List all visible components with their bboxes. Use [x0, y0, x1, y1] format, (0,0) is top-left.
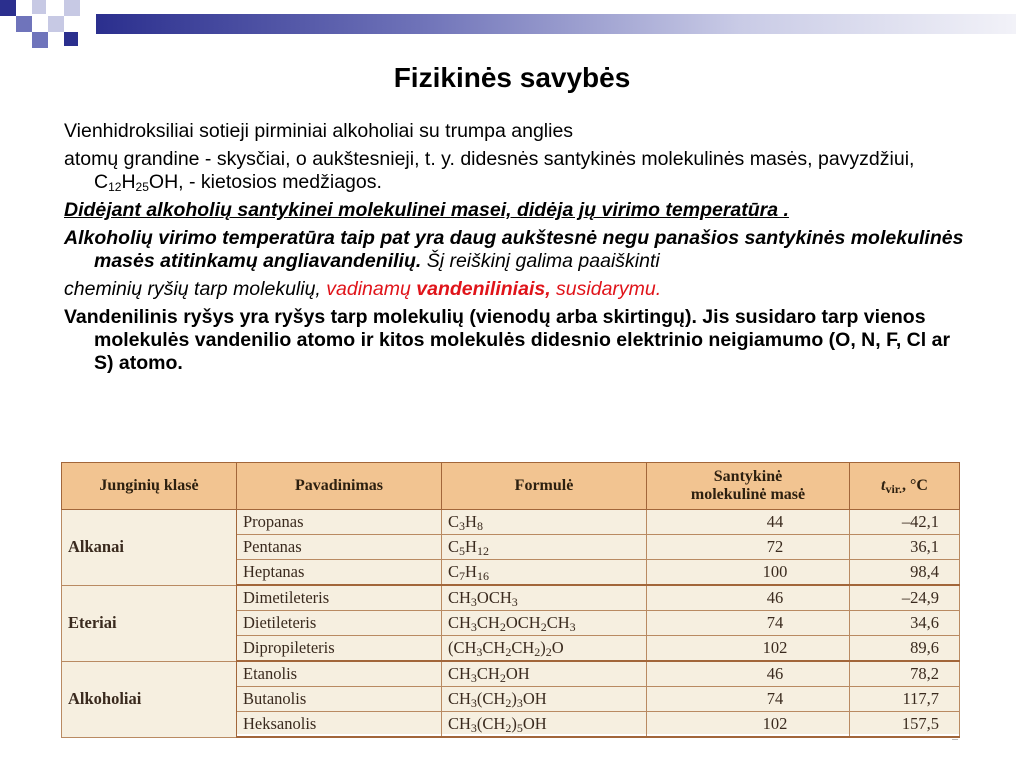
table-header-row — [62, 463, 960, 510]
formula-subscript: 16 — [476, 569, 489, 583]
formula-cell — [442, 510, 647, 535]
mass-cell: 74 — [647, 611, 850, 636]
formula-subscript: 2 — [499, 620, 506, 634]
paragraph-2-text-b: H — [121, 171, 136, 193]
decor-square-2 — [16, 16, 32, 32]
formula-cell — [442, 560, 647, 586]
mass-cell: 102 — [647, 636, 850, 662]
decor-square-7 — [64, 32, 78, 46]
formula-part: OH — [522, 689, 547, 708]
header-class: Junginių klasė — [62, 463, 237, 510]
boiling-temp-cell: –24,9 — [850, 585, 960, 611]
formula-subscript: 3 — [459, 519, 466, 533]
formula-part: H — [465, 562, 477, 581]
name-cell: Propanas — [237, 510, 442, 535]
formula-part: ) — [540, 638, 546, 657]
formula-part: CH — [448, 588, 471, 607]
formula-cell — [442, 535, 647, 560]
header-name: Pavadinimas — [237, 463, 442, 510]
formula-subscript: 3 — [476, 645, 483, 659]
mass-cell: 46 — [647, 585, 850, 611]
formula-subscript: 3 — [511, 595, 518, 609]
paragraph-5-highlight: vandeniliniais, — [416, 278, 551, 300]
formula-part: H — [465, 537, 477, 556]
formula-part: CH — [448, 664, 471, 683]
formula-subscript: 5 — [459, 544, 466, 558]
name-cell: Heptanas — [237, 560, 442, 586]
formula-subscript: 2 — [545, 645, 552, 659]
header-t-sub: vir. — [885, 482, 903, 496]
formula-part: CH — [448, 714, 471, 733]
formula-subscript: 3 — [470, 696, 477, 710]
paragraph-2 — [64, 148, 964, 194]
paragraph-6: Vandenilinis ryšys yra ryšys tarp molekulių (vienodų arba skirtingų). Jis susidaro tarp vienos molekulės vandenilio atomo ir kitos molekulės didesnio elektrinio neigiamumo (O, N, F, Cl ar S) atomo. — [64, 306, 951, 374]
boiling-temp-cell: –42,1 — [850, 510, 960, 535]
slide-number-mark — [952, 735, 958, 740]
formula-part: ) — [511, 689, 517, 708]
name-cell: Dietileteris — [237, 611, 442, 636]
formula-part: OCH — [505, 613, 541, 632]
table-row — [62, 510, 960, 535]
formula-subscript: 3 — [470, 721, 477, 735]
formula-part: C — [448, 537, 460, 556]
mass-cell: 44 — [647, 510, 850, 535]
formula-part: OCH — [476, 588, 512, 607]
name-cell: Butanolis — [237, 687, 442, 712]
formula-subscript: 12 — [476, 544, 489, 558]
header-unit: , °C — [902, 477, 928, 494]
formula-part: (CH — [448, 638, 477, 657]
formula-part: OH — [522, 714, 547, 733]
formula-part: CH — [511, 638, 535, 657]
decor-square-3 — [32, 0, 46, 14]
formula-subscript: 7 — [459, 569, 466, 583]
paragraph-4-bold: Alkoholių virimo temperatūra taip pat yra daug aukštesnė negu panašios santykinės molekulinės masės atitinkamų angliavandenilių. — [64, 227, 964, 272]
table-row — [62, 585, 960, 611]
boiling-temp-cell: 117,7 — [850, 687, 960, 712]
formula-part: CH — [448, 613, 471, 632]
mass-cell: 102 — [647, 712, 850, 738]
subscript-25: 25 — [135, 180, 149, 194]
formula-subscript: 5 — [516, 721, 523, 735]
header-mass-line1: Santykinė — [713, 468, 783, 485]
formula-part: CH — [546, 613, 570, 632]
formula-subscript: 3 — [470, 671, 477, 685]
formula-subscript: 3 — [470, 595, 477, 609]
formula-cell — [442, 687, 647, 712]
formula-part: CH — [448, 689, 471, 708]
formula-subscript: 3 — [470, 620, 477, 634]
mass-cell: 72 — [647, 535, 850, 560]
header-formula: Formulė — [442, 463, 647, 510]
name-cell: Dimetileteris — [237, 585, 442, 611]
boiling-temp-cell: 78,2 — [850, 661, 960, 687]
class-cell: Alkoholiai — [62, 661, 237, 737]
slide-title: Fizikinės savybės — [393, 62, 631, 93]
slide-body — [64, 120, 964, 380]
formula-part: ) — [511, 714, 517, 733]
boiling-temp-cell: 36,1 — [850, 535, 960, 560]
paragraph-5-text-b: vadinamų — [326, 278, 417, 300]
formula-subscript: 2 — [499, 671, 506, 685]
mass-cell: 100 — [647, 560, 850, 586]
mass-cell: 74 — [647, 687, 850, 712]
header-boiling-temp — [850, 463, 960, 510]
paragraph-4 — [64, 227, 964, 273]
formula-subscript: 8 — [476, 519, 483, 533]
formula-cell — [442, 661, 647, 687]
paragraph-5-text-d: susidarymu. — [550, 278, 662, 300]
formula-subscript: 2 — [540, 620, 547, 634]
formula-part: CH — [476, 613, 500, 632]
boiling-point-table-image — [61, 462, 959, 734]
formula-subscript: 2 — [505, 696, 512, 710]
formula-part: (CH — [476, 714, 506, 733]
formula-subscript: 3 — [516, 696, 523, 710]
formula-subscript: 2 — [505, 721, 512, 735]
class-cell: Alkanai — [62, 510, 237, 586]
boiling-temp-cell: 157,5 — [850, 712, 960, 738]
formula-cell — [442, 712, 647, 738]
formula-part: (CH — [476, 689, 506, 708]
class-cell: Eteriai — [62, 585, 237, 661]
boiling-temp-cell: 98,4 — [850, 560, 960, 586]
table-body — [62, 510, 960, 738]
paragraph-5 — [64, 278, 964, 301]
decor-square-1 — [0, 0, 16, 16]
formula-cell — [442, 636, 647, 662]
header-mass — [647, 463, 850, 510]
decor-square-4 — [48, 16, 64, 32]
paragraph-2-text-c: OH, - kietosios medžiagos. — [148, 171, 382, 193]
formula-part: O — [551, 638, 564, 657]
header-t: t — [881, 477, 886, 494]
paragraph-1: Vienhidroksiliai sotieji pirminiai alkoholiai su trumpa anglies — [64, 120, 574, 142]
formula-part: OH — [505, 664, 530, 683]
name-cell: Etanolis — [237, 661, 442, 687]
paragraph-2-text-a: atomų grandine - skysčiai, o aukštesnieji, t. y. didesnės santykinės molekulinės masės, pavyzdžiui, C — [64, 148, 915, 193]
formula-subscript: 3 — [569, 620, 576, 634]
formula-part: CH — [482, 638, 506, 657]
boiling-temp-cell: 89,6 — [850, 636, 960, 662]
paragraph-5-text-a: cheminių ryšių tarp molekulių, — [64, 278, 327, 300]
name-cell: Pentanas — [237, 535, 442, 560]
formula-part: C — [448, 512, 460, 531]
boiling-temp-cell: 34,6 — [850, 611, 960, 636]
formula-cell — [442, 585, 647, 611]
name-cell: Heksanolis — [237, 712, 442, 738]
name-cell: Dipropileteris — [237, 636, 442, 662]
mass-cell: 46 — [647, 661, 850, 687]
decor-square-6 — [64, 0, 80, 16]
subscript-12: 12 — [108, 180, 122, 194]
formula-subscript: 2 — [534, 645, 541, 659]
formula-part: C — [448, 562, 460, 581]
paragraph-4-italic: Šį reiškinį galima paaiškinti — [421, 250, 660, 272]
boiling-point-table — [61, 462, 960, 738]
formula-part: CH — [476, 664, 500, 683]
header-gradient-bar — [96, 14, 1016, 34]
decor-square-5 — [32, 32, 48, 48]
formula-subscript: 2 — [505, 645, 512, 659]
formula-part: H — [465, 512, 477, 531]
paragraph-3: Didėjant alkoholių santykinei molekulinei masei, didėja jų virimo temperatūra . — [64, 199, 789, 221]
formula-cell — [442, 611, 647, 636]
header-mass-line2: molekulinė masė — [690, 486, 806, 503]
table-row — [62, 661, 960, 687]
